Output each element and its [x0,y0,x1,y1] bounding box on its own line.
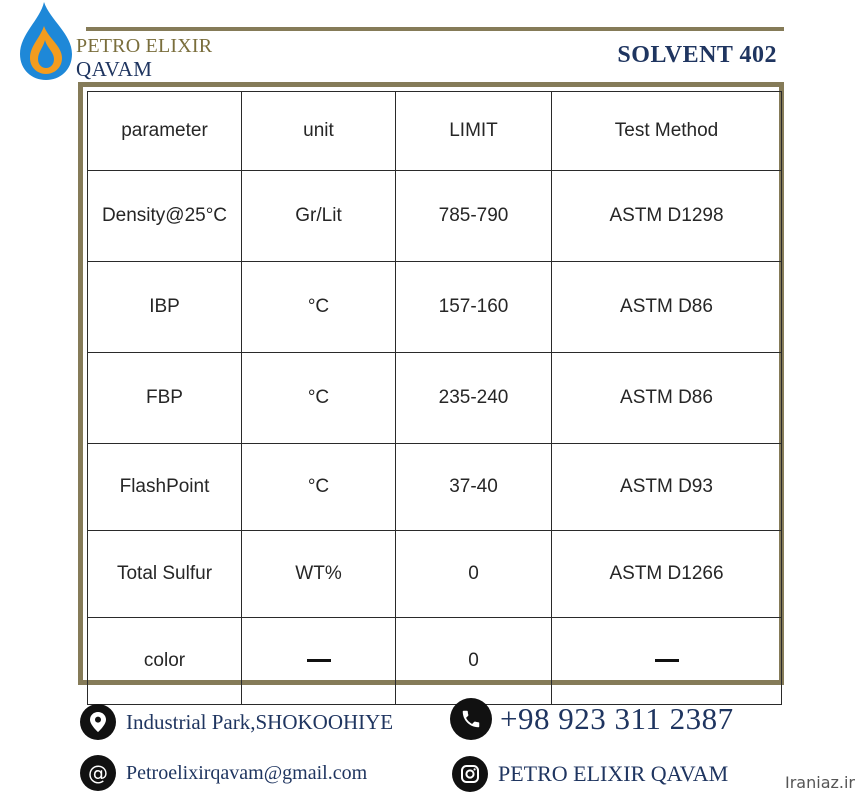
header-unit: unit [242,92,396,171]
cell-limit: 235-240 [396,353,552,444]
header-divider [86,27,784,31]
address-text: Industrial Park,SHOKOOHIYE [126,709,394,734]
cell-unit-dash [242,618,396,705]
spec-table-frame [78,82,784,685]
cell-parameter: Total Sulfur [88,531,242,618]
header-parameter: parameter [88,92,242,171]
at-sign-icon: @ [80,755,116,791]
table-row [88,618,782,705]
instagram-icon [452,756,488,792]
cell-limit: 157-160 [396,262,552,353]
instagram-item[interactable] [452,756,728,792]
company-logo [14,0,84,86]
location-pin-icon [80,704,116,740]
header-limit: LIMIT [396,92,552,171]
dash-icon [307,659,331,662]
table-row [88,262,782,353]
cell-parameter: FlashPoint [88,444,242,531]
cell-parameter: Density@25°C [88,171,242,262]
cell-test-method: ASTM D93 [552,444,782,531]
product-title: SOLVENT 402 [617,42,777,68]
email-text[interactable]: Petroelixirqavam@gmail.com [126,761,368,784]
company-name [76,36,212,80]
cell-unit: WT% [242,531,396,618]
phone-text[interactable]: +98 923 311 2387 [500,701,734,736]
table-header-row [88,92,782,171]
cell-test-method: ASTM D86 [552,353,782,444]
cell-test-method-dash [552,618,782,705]
cell-parameter: color [88,618,242,705]
cell-limit: 0 [396,531,552,618]
phone-icon [450,698,492,740]
phone-item[interactable] [450,698,734,740]
address-item [80,704,393,740]
cell-unit: °C [242,444,396,531]
table-row [88,171,782,262]
company-name-line2: QAVAM [76,57,153,81]
table-row [88,531,782,618]
spec-table [87,91,782,705]
watermark-text: Iraniaz.ir [785,773,855,792]
cell-test-method: ASTM D86 [552,262,782,353]
table-row [88,444,782,531]
email-item[interactable] [80,755,367,791]
cell-parameter: IBP [88,262,242,353]
instagram-text[interactable]: PETRO ELIXIR QAVAM [498,761,729,786]
cell-unit: °C [242,353,396,444]
cell-test-method: ASTM D1266 [552,531,782,618]
cell-limit: 0 [396,618,552,705]
cell-parameter: FBP [88,353,242,444]
company-name-line1: PETRO ELIXIR [76,35,213,57]
cell-test-method: ASTM D1298 [552,171,782,262]
dash-icon [655,659,679,662]
cell-unit: Gr/Lit [242,171,396,262]
header-test-method: Test Method [552,92,782,171]
cell-limit: 785-790 [396,171,552,262]
table-row [88,353,782,444]
cell-limit: 37-40 [396,444,552,531]
cell-unit: °C [242,262,396,353]
